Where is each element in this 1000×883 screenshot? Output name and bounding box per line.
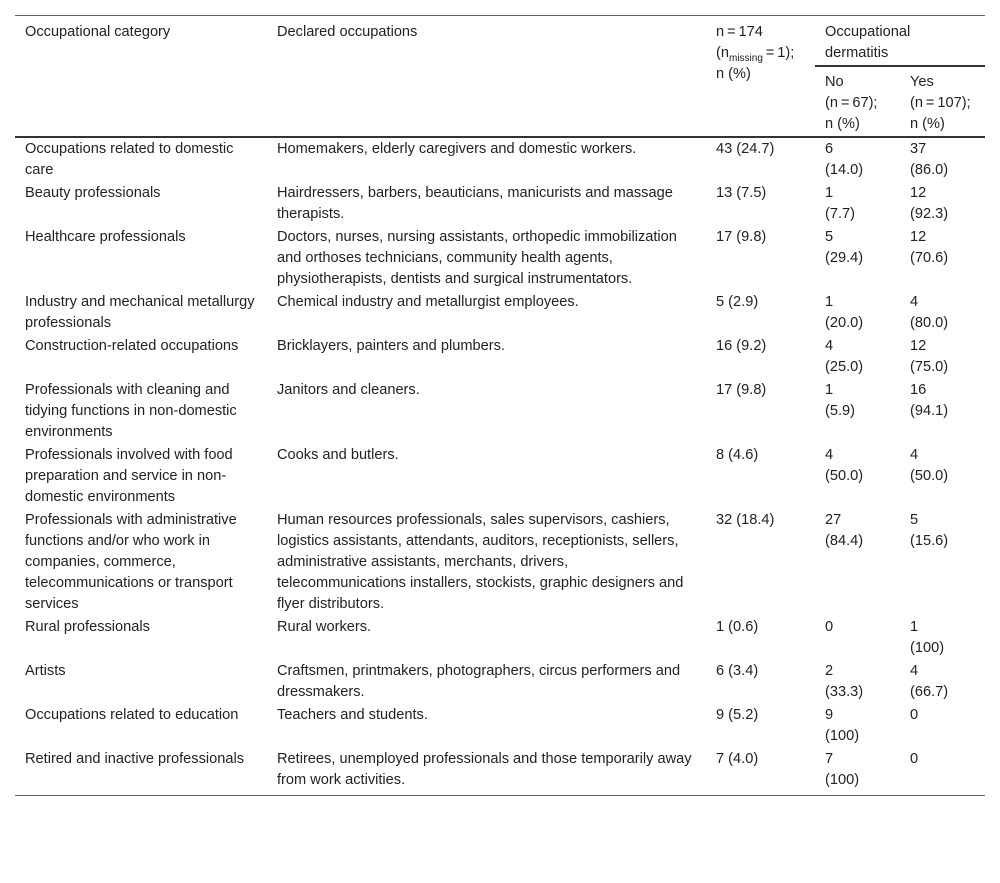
cell-yes <box>900 509 985 616</box>
table-row <box>15 335 985 379</box>
cell-no-pct: (100) <box>825 772 860 788</box>
table-row <box>15 291 985 335</box>
cell-yes-pct: (66.7) <box>910 684 949 700</box>
header-n-total-line2b: = 1); <box>762 45 795 61</box>
cell-n: 17 (9.8) <box>716 382 767 398</box>
cell-category: Rural professionals <box>25 619 150 635</box>
cell-category: Occupations related to domestic care <box>15 137 267 182</box>
header-occupational-dermatitis: Occupational dermatitis <box>815 16 985 67</box>
cell-yes <box>900 748 985 796</box>
table-row <box>15 748 985 796</box>
cell-no-pct: (33.3) <box>825 684 864 700</box>
cell-no-pct: (5.9) <box>825 403 856 419</box>
cell-yes-count: 0 <box>910 707 919 723</box>
cell-occupations: Bricklayers, painters and plumbers. <box>277 338 505 354</box>
cell-yes <box>900 704 985 748</box>
cell-yes-pct: (70.6) <box>910 250 949 266</box>
cell-occupations: Homemakers, elderly caregivers and domestic workers. <box>267 137 706 182</box>
cell-occupations: Doctors, nurses, nursing assistants, orthopedic immobilization and orthoses technicians, community health agents, physiotherapists, dentists and surgical instrumentators. <box>277 229 677 287</box>
header-n-total-line1: n = 174 <box>716 24 763 40</box>
cell-no-pct: (20.0) <box>825 315 864 331</box>
cell-no-count: 7 <box>825 751 834 767</box>
cell-no-count: 4 <box>825 447 834 463</box>
header-category: Occupational category <box>15 16 267 138</box>
table-row <box>15 379 985 444</box>
cell-yes <box>900 182 985 226</box>
cell-category: Artists <box>25 663 66 679</box>
cell-yes-count: 4 <box>910 447 919 463</box>
cell-yes <box>900 616 985 660</box>
cell-n: 1 (0.6) <box>716 619 759 635</box>
cell-yes-count: 12 <box>910 229 927 245</box>
cell-no-count: 0 <box>825 619 834 635</box>
cell-yes <box>900 291 985 335</box>
cell-yes-pct: (86.0) <box>910 162 949 178</box>
cell-yes-pct: (92.3) <box>910 206 949 222</box>
cell-no-pct: (84.4) <box>825 533 864 549</box>
cell-yes-count: 12 <box>910 338 927 354</box>
cell-yes <box>900 335 985 379</box>
cell-no-count: 1 <box>825 185 834 201</box>
header-yes-label: Yes <box>910 74 934 90</box>
cell-no <box>815 379 900 444</box>
table-body <box>15 137 985 796</box>
cell-no <box>815 226 900 291</box>
cell-n: 5 (2.9) <box>716 294 759 310</box>
header-row <box>15 16 985 67</box>
cell-category: Retired and inactive professionals <box>15 748 267 796</box>
header-no-pct: n (%) <box>825 116 860 132</box>
cell-yes-count: 37 <box>910 141 927 157</box>
table-row <box>15 660 985 704</box>
table-row <box>15 704 985 748</box>
cell-yes-pct: (80.0) <box>910 315 949 331</box>
cell-no-count: 4 <box>825 338 834 354</box>
cell-n: 13 (7.5) <box>716 185 767 201</box>
header-no-n: (n = 67); <box>825 95 878 111</box>
cell-occupations: Chemical industry and metallurgist employees. <box>277 294 579 310</box>
cell-occupations: Craftsmen, printmakers, photographers, circus performers and dressmakers. <box>277 663 681 700</box>
cell-n: 17 (9.8) <box>716 229 767 245</box>
cell-no <box>815 660 900 704</box>
header-n-total <box>706 16 815 138</box>
cell-no-count: 1 <box>825 382 834 398</box>
cell-yes <box>900 660 985 704</box>
cell-no <box>815 444 900 509</box>
cell-no-count: 2 <box>825 663 834 679</box>
cell-yes-pct: (50.0) <box>910 468 949 484</box>
cell-category: Occupations related to education <box>25 707 239 723</box>
cell-yes <box>900 379 985 444</box>
cell-yes-pct: (75.0) <box>910 359 949 375</box>
cell-yes-count: 0 <box>910 751 919 767</box>
occupations-table <box>15 15 985 796</box>
cell-no <box>815 748 900 796</box>
cell-no <box>815 335 900 379</box>
cell-n: 7 (4.0) <box>706 748 815 796</box>
cell-category: Healthcare professionals <box>25 229 186 245</box>
table-row <box>15 616 985 660</box>
cell-no-pct: (14.0) <box>825 162 864 178</box>
cell-yes-count: 4 <box>910 294 919 310</box>
cell-yes-count: 1 <box>910 619 919 635</box>
cell-category: Beauty professionals <box>25 185 161 201</box>
cell-n: 9 (5.2) <box>716 707 759 723</box>
cell-category: Professionals with administrative functions and/or who work in companies, commerce, telecommunications or transport services <box>25 512 237 612</box>
cell-no <box>815 704 900 748</box>
cell-n: 6 (3.4) <box>716 663 759 679</box>
header-n-total-sub: missing <box>728 52 763 64</box>
cell-no <box>815 509 900 616</box>
cell-yes-pct: (100) <box>910 640 945 656</box>
cell-category: Professionals with cleaning and tidying functions in non-domestic environments <box>25 382 237 440</box>
cell-category: Professionals involved with food preparation and service in non-domestic environments <box>25 447 233 505</box>
cell-no-pct: (50.0) <box>825 468 864 484</box>
cell-yes-count: 5 <box>910 512 919 528</box>
cell-occupations: Teachers and students. <box>277 707 428 723</box>
cell-occupations: Rural workers. <box>277 619 372 635</box>
cell-yes-pct: (94.1) <box>910 403 949 419</box>
cell-n: 32 (18.4) <box>716 512 775 528</box>
cell-no-pct: (25.0) <box>825 359 864 375</box>
header-yes <box>900 66 985 137</box>
cell-yes <box>900 137 985 182</box>
cell-occupations: Retirees, unemployed professionals and those temporarily away from work activities. <box>267 748 706 796</box>
header-n-total-line3: n (%) <box>716 66 751 82</box>
cell-n: 8 (4.6) <box>716 447 759 463</box>
cell-no-count: 27 <box>825 512 842 528</box>
cell-yes <box>900 226 985 291</box>
table-row <box>15 182 985 226</box>
header-n-total-line2a: (n <box>716 45 729 61</box>
cell-occupations: Human resources professionals, sales supervisors, cashiers, logistics assistants, attendants, auditors, receptionists, sellers, administrative assistants, merchants, drivers, telecommunications installers, stockists, graphic designers and flyer distributors. <box>277 512 684 612</box>
table-row <box>15 509 985 616</box>
cell-yes-pct: (15.6) <box>910 533 949 549</box>
cell-occupations: Janitors and cleaners. <box>277 382 420 398</box>
cell-no <box>815 291 900 335</box>
cell-no-count: 9 <box>825 707 834 723</box>
header-no-label: No <box>825 74 844 90</box>
header-declared-occupations: Declared occupations <box>267 16 706 138</box>
cell-no <box>815 137 900 182</box>
cell-no <box>815 616 900 660</box>
cell-no-count: 6 <box>825 141 834 157</box>
cell-n: 43 (24.7) <box>706 137 815 182</box>
header-yes-pct: n (%) <box>910 116 945 132</box>
cell-occupations: Cooks and butlers. <box>277 447 399 463</box>
cell-no-pct: (29.4) <box>825 250 864 266</box>
cell-yes-count: 16 <box>910 382 927 398</box>
table-row <box>15 137 985 182</box>
cell-no <box>815 182 900 226</box>
cell-yes <box>900 444 985 509</box>
cell-occupations: Hairdressers, barbers, beauticians, manicurists and massage therapists. <box>277 185 673 222</box>
cell-no-count: 1 <box>825 294 834 310</box>
cell-no-pct: (7.7) <box>825 206 856 222</box>
cell-no-pct: (100) <box>825 728 860 744</box>
header-no <box>815 66 900 137</box>
cell-yes-count: 4 <box>910 663 919 679</box>
cell-n: 16 (9.2) <box>716 338 767 354</box>
cell-no-count: 5 <box>825 229 834 245</box>
table-header <box>15 16 985 138</box>
cell-yes-count: 12 <box>910 185 927 201</box>
cell-category: Industry and mechanical metallurgy professionals <box>25 294 255 331</box>
cell-category: Construction-related occupations <box>25 338 239 354</box>
table-row <box>15 444 985 509</box>
table-row <box>15 226 985 291</box>
header-yes-n: (n = 107); <box>910 95 971 111</box>
